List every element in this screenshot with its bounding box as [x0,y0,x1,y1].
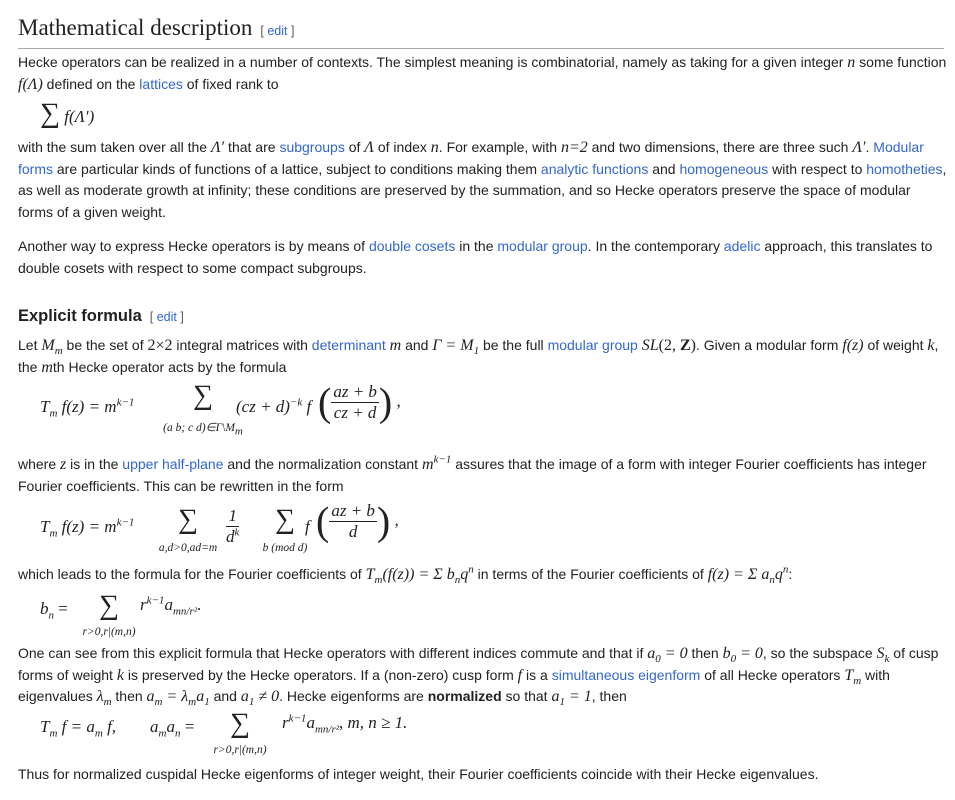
link-upper-half-plane[interactable]: upper half-plane [122,456,224,472]
formula-hecke-operator: $T_m$ $f(z) = m^{k-1}$ ∑ (a b; c $d)\in\Gamma\backslash M_m$ (cz + d)$^{-k}$ f ( $\frac{az + b}{cz + d}$ ) , [40,379,401,438]
link-simultaneous-eigenform[interactable]: simultaneous eigenform [551,666,701,683]
edit-section-link: [ edit ] [260,24,295,38]
paragraph-eigenforms: One can see from this explicit formula that Hecke operators with different indices commute and that if $a_0 = 0$ then $b_0 = 0$, so the subspace $S_k$ of cusp forms of weight k is preserved by the Hecke operators. If a (non-zero) cusp form f is a simultaneous eigenform of all Hecke operators $T_m$ with eigenvalues $\lambda_m$ then $a_m = \lambda_ma_1$ and $a_1 \ne 0$. Hecke eigenforms are normalized so that $a_1 = 1$, then [18,645,939,709]
paragraph-double-cosets: Another way to express Hecke operators is by means of double cosets in the modular group. In the contemporary adelic approach, this translates to double cosets with respect to some compact subgroups. [18,238,933,276]
edit-section-link: [ edit ] [149,310,184,324]
paragraph-upper-half-plane: where z is in the upper half-plane and the normalization constant $m^{k-1}$ assures that the image of a form with integer Fourier coefficients has integer Fourier coefficients. This can be rewritten in the form [18,453,927,494]
link-homotheties[interactable]: homotheties [866,160,943,177]
paragraph-let-m: Let $M_m$ be the set of 2×2 integral matrices with determinant m and $\Gamma = M_1$ be the full modular group SL(2, Z). Given a modular form f(z) of weight k, the mth Hecke operator acts by the formula [18,337,939,376]
link-modular-group[interactable]: modular group [497,238,588,254]
section-heading-explicit-formula [18,303,184,330]
link-analytic-functions[interactable]: analytic functions [540,160,649,177]
formula-sum-lattices: ∑ f(Λ′) [40,98,95,129]
section-title: Explicit formula [18,307,142,325]
formula-normalized-eigenform: $T_m$ $f = a_m$ f, $a_ma_n$ = ∑ r>0,r|(m,n) $r^{k-1}a_{mn/r^2}$, m, n ≥ 1. [40,708,408,756]
paragraph-sublattices: with the sum taken over all the Λ′ that are subgroups of Λ of index n. For example, with n=2 and two dimensions, there are three such Λ′. Modular forms are particular kinds of functions of a lattice, subject to conditions making them analytic functions and homogeneous with respect to homotheties, as well as moderate growth at infinity; these conditions are preserved by the summation, and so Hecke operators preserve the space of modular forms of a given weight. [18,139,947,220]
link-modular-group-2[interactable]: modular group [547,337,638,353]
link-homogeneous[interactable]: homogeneous [679,160,769,177]
link-determinant[interactable]: determinant [311,337,386,353]
link-modular-forms[interactable]: Modular forms [18,139,924,177]
link-double-cosets[interactable]: double cosets [368,238,456,254]
section-title: Mathematical description [18,15,253,40]
paragraph-conclusion: Thus for normalized cuspidal Hecke eigenforms of integer weight, their Fourier coefficients coincide with their Hecke eigenvalues. [18,766,819,782]
formula-rewritten: $T_m$ $f(z) = m^{k-1}$ ∑ a,d>0,ad=m $\frac{1}{d^k}$ ∑ b (mod d) f ( $\frac{az + b}{d}$ ) , [40,498,399,554]
link-lattices[interactable]: lattices [139,75,183,92]
edit-link[interactable]: edit [267,24,288,38]
formula-bn: $b_n$ = ∑ r>0,r|(m,n) $r^{k-1}a_{mn/r^2}$. [40,590,202,638]
section-heading-mathematical-description [18,12,944,49]
paragraph-intro: Hecke operators can be realized in a number of contexts. The simplest meaning is combinatorial, namely as taking for a given integer n some function f(Λ) defined on the lattices of fixed rank to [18,54,947,93]
link-subgroups[interactable]: subgroups [279,139,345,155]
paragraph-fourier-coefficients: which leads to the formula for the Fourier coefficients of $T_m(f(z)) = \Sigma$ $b_nq^n$ in terms of the Fourier coefficients of f(z) = Σ $a_nq^n$: [18,563,793,587]
link-adelic[interactable]: adelic [723,238,761,254]
edit-link[interactable]: edit [156,310,177,324]
